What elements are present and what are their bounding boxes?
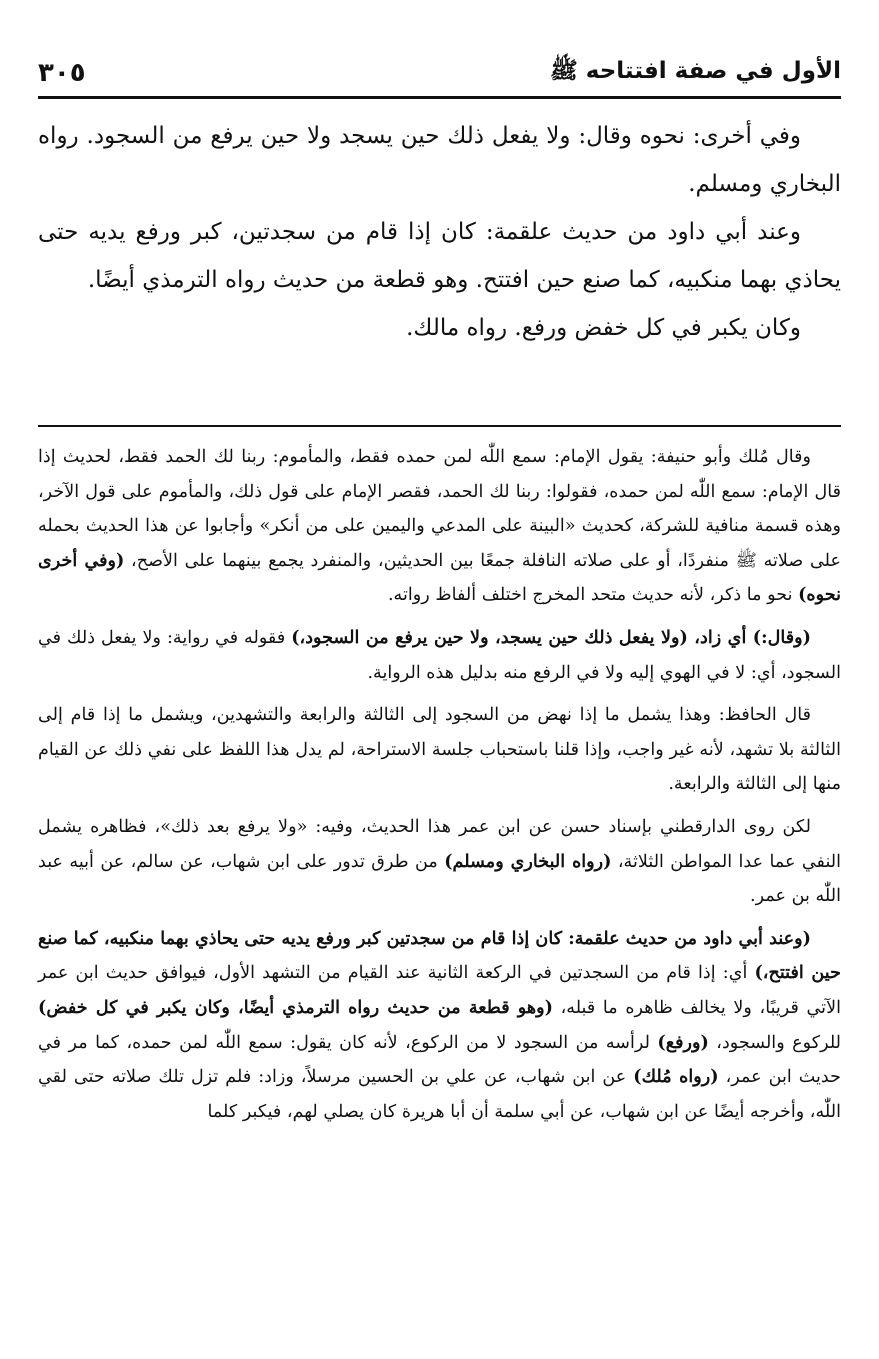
commentary-text: قال الحافظ: وهذا يشمل ما إذا نهض من السجود إلى الثالثة والرابعة والتشهدين، ويشمل ما إذا قام إلى الثالثة بلا تشهد، لأنه غير واجب، وإذا قلنا باستحباب جلسة الاستراحة، لم يدل هذا اللفظ على نفي ذلك عن القيام منها إلى الثالثة والرابعة. [38,705,841,795]
footnote-separator [38,425,841,427]
quoted-text: (ورفع) [657,1031,709,1053]
main-text [38,112,841,352]
commentary-text: للركوع والسجود، [716,1032,841,1053]
commentary-paragraph [38,621,841,690]
quoted-text: (وعند أبي داود من حديث علقمة: كان إذا قام من سجدتين كبر ورفع يديه حتى يحاذي بهما منكبيه، كما صنع حين افتتح،) [38,927,841,984]
commentary-paragraph [38,810,841,914]
chapter-title: الأول في صفة افتتاحه ﷺ [549,58,841,84]
quoted-text: (وقال:) أي زاد، (ولا يفعل ذلك حين يسجد، ولا حين يرفع من السجود،) [291,626,811,648]
commentary-text: عن ابن شهاب، عن علي بن الحسين مرسلاً، وزاد: فلم تزل تلك صلاته حتى لقي اللّٰه، وأخرجه أيضًا عن ابن شهاب، عن أبي سلمة أن أبا هريرة كان يصلي لهم، فيكبر كلما [38,1067,841,1122]
commentary-text: من طرق تدور على ابن شهاب، عن سالم، عن أبيه عبد اللّٰه بن عمر. [38,851,841,907]
commentary-paragraph [38,698,841,802]
commentary [38,440,841,1137]
main-paragraph: وفي أخرى: نحوه وقال: ولا يفعل ذلك حين يسجد ولا حين يرفع من السجود. رواه البخاري ومسلم. [38,123,841,197]
commentary-text: نحو ما ذكر، لأنه حديث متحد المخرج اختلف ألفاظ رواته. [387,585,793,606]
quoted-text: (رواه مُلك) [633,1066,719,1088]
page-header [38,50,841,99]
main-paragraph: وعند أبي داود من حديث علقمة: كان إذا قام من سجدتين، كبر ورفع يديه حتى يحاذي بهما منكبيه، كما صنع حين افتتح. وهو قطعة من حديث رواه الترمذي أيضًا. [38,219,841,293]
quoted-text: (وهو قطعة من حديث رواه الترمذي أيضًا، وكان يكبر في كل خفض) [38,996,553,1018]
commentary-text: وقال مُلك وأبو حنيفة: يقول الإمام: سمع اللّٰه لمن حمده فقط، والمأموم: ربنا لك الحمد فقط، لحديث إذا قال الإمام: سمع اللّٰه لمن حمده، فقولوا: ربنا لك الحمد، فقصر الإمام على قول ذلك، والمأموم على قول الآخر، وهذه قسمة منافية للشركة، كحديث «البينة على المدعي واليمين على من أنكر» وأجابوا عن هذا الحديث بحمله على صلاته ﷺ منفردًا، أو على صلاته النافلة جمعًا بين الحديثين، والمنفرد يجمع بينهما على الأصح، [38,447,842,571]
commentary-text: لكن روى الدارقطني بإسناد حسن عن ابن عمر هذا الحديث، وفيه: «ولا يرفع بعد ذلك»، فظاهره يشمل النفي عما عدا المواطن الثلاثة، [38,816,841,872]
page-number: ٣٠٥ [38,58,86,88]
main-paragraph: وكان يكبر في كل خفض ورفع. رواه مالك. [406,315,801,341]
commentary-text: لرأسه من السجود لا من الركوع، لأنه كان يقول: سمع اللّٰه لمن حمده، كما مر في حديث ابن عمر، [38,1032,842,1088]
commentary-text: أي: إذا قام من السجدتين في الركعة الثانية عند القيام من التشهد الأول، فيوافق حديث ابن عمر الآتي قريبًا، ولا يخالف ظاهره ما قبله، [38,963,842,1018]
quoted-text: (وفي أخرى نحوه) [38,549,841,606]
commentary-text: فقوله في رواية: ولا يفعل ذلك في السجود، أي: لا في الهوي إليه ولا في الرفع منه بدليل هذه الرواية. [38,627,841,683]
commentary-paragraph [38,440,841,613]
commentary-paragraph [38,922,841,1130]
quoted-text: (رواه البخاري ومسلم) [444,850,612,872]
